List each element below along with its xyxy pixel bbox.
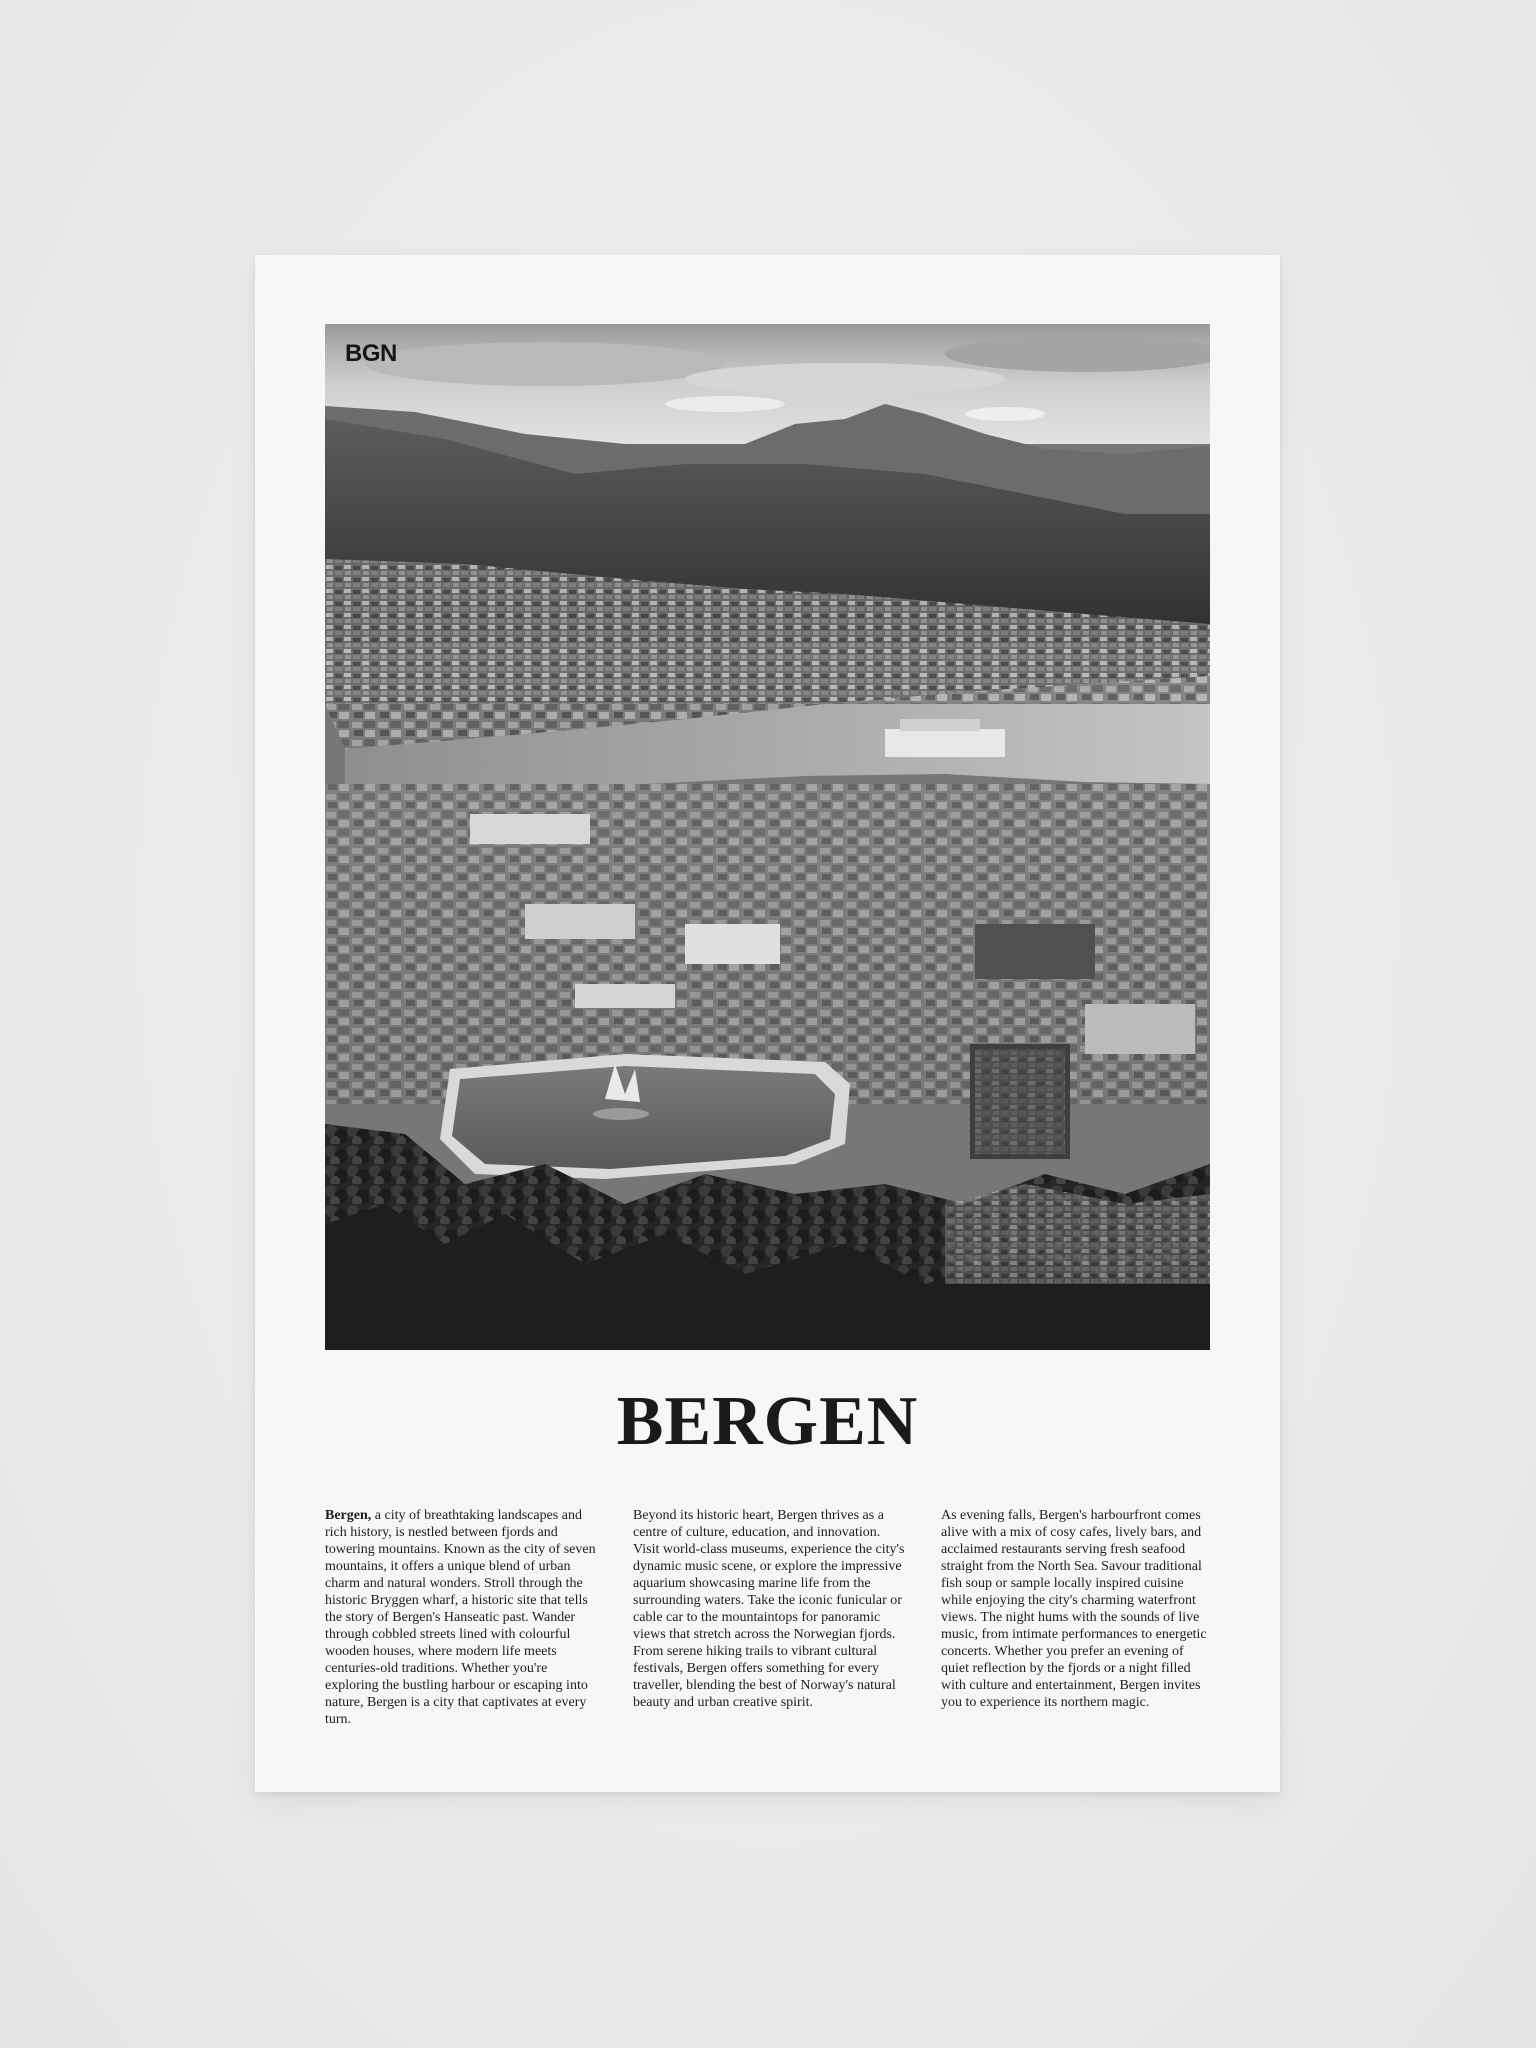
city-photo-icon bbox=[325, 324, 1210, 1350]
text-column-3 bbox=[941, 1507, 1213, 1711]
column-1-text: a city of breathtaking landscapes and rich history, is nestled between fjords and towering mountains. Known as the city of seven mountains, it offers a unique blend of urban charm and natural wonders. Stroll through the historic Bryggen wharf, a historic site that tells the story of Bergen's Hanseatic past. Wander through cobbled streets lined with colourful wooden houses, where modern life meets centuries-old traditions. Whether you're exploring the bustling harbour or escaping into nature, Bergen is a city that captivates at every turn. bbox=[325, 1508, 596, 1727]
column-2-text: Beyond its historic heart, Bergen thrives as a centre of culture, education, and innovation. Visit world-class museums, experience the city's dynamic music scene, or explore the impressive aquarium showcasing marine life from the surrounding waters. Take the iconic funicular or cable car to the mountaintops for panoramic views that stretch across the Norwegian fjords. From serene hiking trails to vibrant cultural festivals, Bergen offers something for every traveller, blending the best of Norway's natural beauty and urban creative spirit. bbox=[633, 1508, 905, 1710]
lead-word: Bergen, bbox=[325, 1508, 372, 1523]
column-3-text: As evening falls, Bergen's harbourfront comes alive with a mix of cosy cafes, lively bars, and acclaimed restaurants serving fresh seafood straight from the North Sea. Savour traditional fish soup or sample locally inspired cuisine while enjoying the city's charming waterfront views. The night hums with the sounds of live music, from intimate performances to energetic concerts. Whether you prefer an evening of quiet reflection by the fjords or a night filled with culture and entertainment, Bergen invites you to experience its northern magic. bbox=[941, 1508, 1207, 1710]
city-code: BGN bbox=[345, 340, 397, 367]
poster-title: BERGEN bbox=[616, 1383, 919, 1460]
poster bbox=[255, 255, 1280, 1792]
text-column-2 bbox=[633, 1507, 905, 1711]
text-column-1 bbox=[325, 1507, 597, 1728]
city-photo bbox=[325, 324, 1210, 1350]
